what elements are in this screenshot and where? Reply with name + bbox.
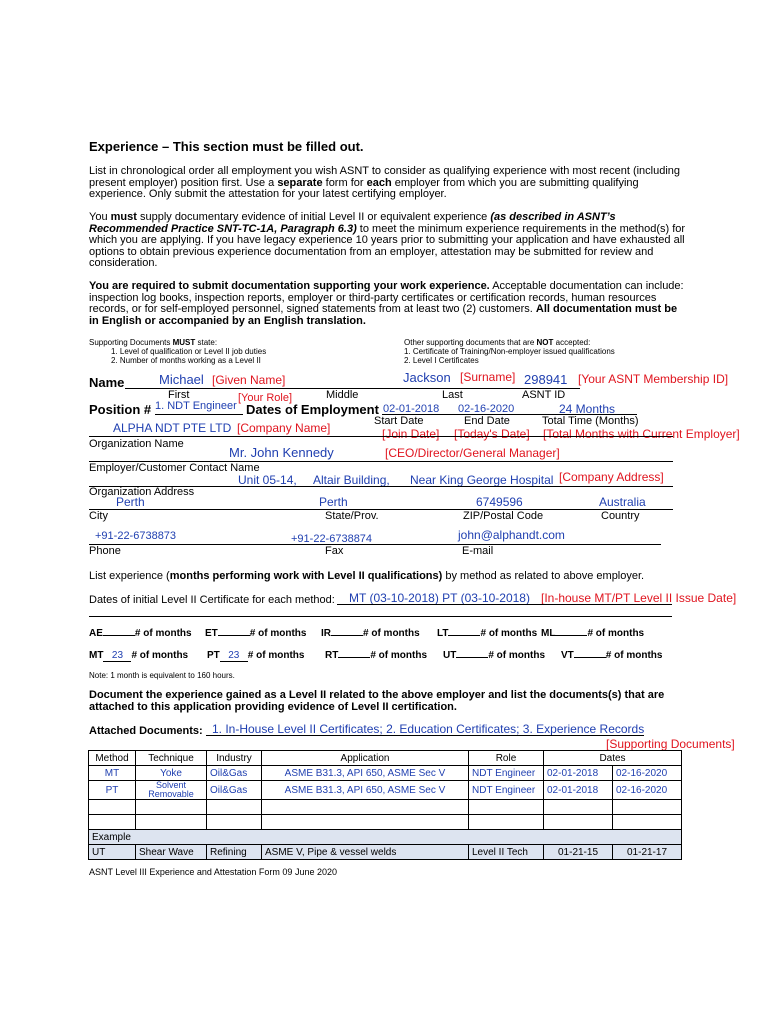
- country-value[interactable]: Australia: [599, 495, 646, 509]
- method-months-vt: VT # of months: [561, 650, 663, 661]
- table-row-empty: [89, 800, 682, 815]
- header-role: Role: [469, 751, 544, 766]
- empty-cell[interactable]: [469, 800, 544, 815]
- position-label: Position #: [89, 402, 152, 417]
- table-row: [89, 766, 682, 781]
- supporting-not-title: Other supporting documents that are NOT accepted:: [404, 338, 591, 347]
- last-name-hint: [Surname]: [460, 370, 516, 384]
- zip-value[interactable]: 6749596: [476, 495, 523, 509]
- empty-cell[interactable]: [89, 815, 136, 830]
- middle-label: Middle: [326, 389, 359, 401]
- method-months-rt: RT # of months: [325, 650, 428, 661]
- cell-start-date[interactable]: 02-01-2018: [544, 781, 613, 800]
- cell-role[interactable]: NDT Engineer: [469, 766, 544, 781]
- zip-label: ZIP/Postal Code: [463, 510, 544, 522]
- method-months-lt: LT # of months: [437, 628, 538, 639]
- supporting-not-list: [404, 338, 615, 365]
- cell-technique[interactable]: Solvent Removable: [136, 781, 207, 800]
- city-label: City: [89, 510, 108, 522]
- empty-cell[interactable]: [136, 815, 207, 830]
- address-hint: [Company Address]: [559, 470, 664, 484]
- example-label: Example: [89, 830, 682, 845]
- contact-name-value[interactable]: Mr. John Kennedy: [229, 445, 334, 460]
- initial-cert-underline-2: [89, 616, 672, 617]
- example-application: ASME V, Pipe & vessel welds: [262, 845, 469, 860]
- method-months-pt: PT 23 # of months: [207, 650, 305, 661]
- empty-cell[interactable]: [262, 815, 469, 830]
- phone-label: Phone: [89, 545, 121, 557]
- form-footer: ASNT Level III Experience and Attestation Form 09 June 2020: [89, 867, 337, 877]
- example-end-date: 01-21-17: [613, 845, 682, 860]
- join-date-hint: [Join Date]: [382, 427, 440, 441]
- supporting-must-title: Supporting Documents MUST state:: [89, 338, 218, 347]
- contact-name-label: Employer/Customer Contact Name: [89, 462, 260, 474]
- role-hint: [Your Role]: [238, 392, 293, 404]
- first-name-value[interactable]: Michael: [159, 372, 204, 387]
- supporting-must-item: 2. Number of months working as a Level II: [111, 356, 261, 365]
- last-name-value[interactable]: Jackson: [403, 370, 451, 385]
- organization-name-value[interactable]: ALPHA NDT PTE LTD: [113, 421, 232, 435]
- total-time-label: Total Time (Months): [542, 415, 639, 427]
- cell-method[interactable]: PT: [89, 781, 136, 800]
- example-industry: Refining: [207, 845, 262, 860]
- total-months-hint: [Total Months with Current Employer]: [543, 427, 740, 441]
- end-date-label: End Date: [464, 415, 510, 427]
- dates-of-employment-label: Dates of Employment: [246, 402, 379, 417]
- empty-cell[interactable]: [613, 800, 682, 815]
- city-value[interactable]: Perth: [116, 495, 145, 509]
- end-date-value[interactable]: 02-16-2020: [458, 403, 515, 415]
- attached-documents-label: Attached Documents:: [89, 725, 203, 737]
- cell-end-date[interactable]: 02-16-2020: [613, 781, 682, 800]
- table-row: [89, 781, 682, 800]
- supporting-must-list: [89, 338, 266, 365]
- start-date-label: Start Date: [374, 415, 424, 427]
- empty-cell[interactable]: [89, 800, 136, 815]
- attached-documents-underline: [206, 735, 644, 736]
- asnt-id-label: ASNT ID: [522, 389, 566, 401]
- example-method: UT: [89, 845, 136, 860]
- empty-cell[interactable]: [262, 800, 469, 815]
- address-line-1[interactable]: Unit 05-14,: [238, 473, 297, 487]
- first-label: First: [168, 389, 190, 401]
- method-months-ae: AE # of months: [89, 628, 192, 639]
- organization-name-label: Organization Name: [89, 438, 184, 450]
- state-label: State/Prov.: [325, 510, 379, 522]
- method-months-ir: IR # of months: [321, 628, 420, 639]
- empty-cell[interactable]: [469, 815, 544, 830]
- supporting-must-item: 1. Level of qualification or Level II job duties: [111, 347, 267, 356]
- initial-cert-hint: [In-house MT/PT Level II Issue Date]: [541, 591, 737, 605]
- last-label: Last: [442, 389, 463, 401]
- fax-label: Fax: [325, 545, 344, 557]
- cell-role[interactable]: NDT Engineer: [469, 781, 544, 800]
- empty-cell[interactable]: [207, 800, 262, 815]
- email-label: E-mail: [462, 545, 494, 557]
- months-row-1: [89, 628, 644, 639]
- intro-paragraph-2: You must supply documentary evidence of initial Level II or equivalent experience (as described in ASNT’s Recommended Practice SNT-TC-1A, Paragraph 6.3) to meet the minimum experience requirements in the method(s) for which you are applying. If you have legacy experience 10 years prior to submitting your application and have exhausted all options to obtain previous experience documentation from an employer, attestation may be submitted for review and consideration.: [89, 211, 686, 269]
- empty-cell[interactable]: [544, 800, 613, 815]
- intro-paragraph-3: You are required to submit documentation supporting your work experience. Acceptable documentation can include: inspection log books, inspection reports, employer or third-party certificates or certification records, human resources records, or for self-employed personnel, signed statements from at least two (2) customers. All documentation must be in English or accompanied by an English translation.: [89, 280, 684, 327]
- organization-name-underline: [89, 436, 673, 437]
- asnt-id-hint: [Your ASNT Membership ID]: [578, 372, 729, 386]
- example-start-date: 01-21-15: [544, 845, 613, 860]
- method-months-et: ET # of months: [205, 628, 307, 639]
- contact-name-hint: [CEO/Director/General Manager]: [385, 446, 560, 460]
- initial-cert-value[interactable]: MT (03-10-2018) PT (03-10-2018): [349, 591, 530, 605]
- table-row-empty: [89, 815, 682, 830]
- cell-industry[interactable]: Oil&Gas: [207, 781, 262, 800]
- fax-value[interactable]: +91-22-6738874: [291, 533, 373, 545]
- state-value[interactable]: Perth: [319, 495, 348, 509]
- example-technique: Shear Wave: [136, 845, 207, 860]
- method-months-ut: UT # of months: [443, 650, 546, 661]
- organization-name-hint: [Company Name]: [237, 421, 331, 435]
- list-experience-text: List experience (months performing work with Level II qualifications) by method as related to above employer.: [89, 570, 645, 582]
- start-date-value[interactable]: 02-01-2018: [383, 403, 440, 415]
- intro-paragraph-1: List in chronological order all employment you wish ASNT to consider as qualifying experience with most recent (including present employer) position first. Use a separate form for each employer from which you are submitting qualifying experience. Only submit the attestation for your latest certifying employer.: [89, 165, 681, 200]
- supporting-not-item: 1. Certificate of Training/Non-employer issued qualifications: [404, 347, 615, 356]
- months-note: Note: 1 month is equivalent to 160 hours.: [89, 671, 235, 680]
- header-application: Application: [262, 751, 469, 766]
- initial-cert-underline: [337, 604, 672, 605]
- method-months-mt: MT 23 # of months: [89, 650, 189, 661]
- header-industry: Industry: [207, 751, 262, 766]
- empty-cell[interactable]: [544, 815, 613, 830]
- organization-address-label: Organization Address: [89, 486, 195, 498]
- asnt-id-value[interactable]: 298941: [524, 372, 568, 387]
- cell-application[interactable]: ASME B31.3, API 650, ASME Sec V: [262, 781, 469, 800]
- empty-cell[interactable]: [136, 800, 207, 815]
- attached-documents-hint: [Supporting Documents]: [606, 737, 735, 751]
- table-header-row: [89, 751, 682, 766]
- cell-technique[interactable]: Yoke: [136, 766, 207, 781]
- experience-table: [88, 750, 682, 860]
- first-name-hint: [Given Name]: [212, 373, 286, 387]
- example-row: [89, 845, 682, 860]
- cell-industry[interactable]: Oil&Gas: [207, 766, 262, 781]
- empty-cell[interactable]: [207, 815, 262, 830]
- initial-cert-label: Dates of initial Level II Certificate for each method:: [89, 594, 335, 606]
- todays-date-hint: [Today's Date]: [454, 427, 530, 441]
- documents-intro: Document the experience gained as a Level II related to the above employer and list the documents(s) that are attached to this application providing evidence of Level II certification.: [89, 689, 665, 713]
- cell-method[interactable]: MT: [89, 766, 136, 781]
- name-label: Name: [89, 375, 125, 390]
- cell-start-date[interactable]: 02-01-2018: [544, 766, 613, 781]
- phone-underline: [89, 544, 661, 545]
- address-line-2[interactable]: Altair Building,: [313, 473, 390, 487]
- country-label: Country: [601, 510, 640, 522]
- phone-value[interactable]: +91-22-6738873: [95, 530, 177, 542]
- attached-documents-value[interactable]: 1. In-House Level II Certificates; 2. Education Certificates; 3. Experience Records: [212, 722, 645, 736]
- section-title: Experience – This section must be filled out.: [89, 139, 364, 154]
- header-technique: Technique: [136, 751, 207, 766]
- empty-cell[interactable]: [613, 815, 682, 830]
- cell-application[interactable]: ASME B31.3, API 650, ASME Sec V: [262, 766, 469, 781]
- position-underline: [155, 414, 243, 415]
- header-dates: Dates: [544, 751, 682, 766]
- total-time-value[interactable]: 24 Months: [559, 402, 616, 416]
- supporting-not-item: 2. Level I Certificates: [404, 356, 479, 365]
- method-months-ml: ML # of months: [541, 628, 645, 639]
- example-role: Level II Tech: [469, 845, 544, 860]
- example-label-row: [89, 830, 682, 845]
- city-underline: [89, 509, 673, 510]
- position-value[interactable]: 1. NDT Engineer: [155, 400, 237, 412]
- months-row-2: [89, 650, 662, 662]
- address-line-3[interactable]: Near King George Hospital: [410, 473, 554, 487]
- header-method: Method: [89, 751, 136, 766]
- email-value[interactable]: john@alphandt.com: [458, 528, 565, 542]
- cell-end-date[interactable]: 02-16-2020: [613, 766, 682, 781]
